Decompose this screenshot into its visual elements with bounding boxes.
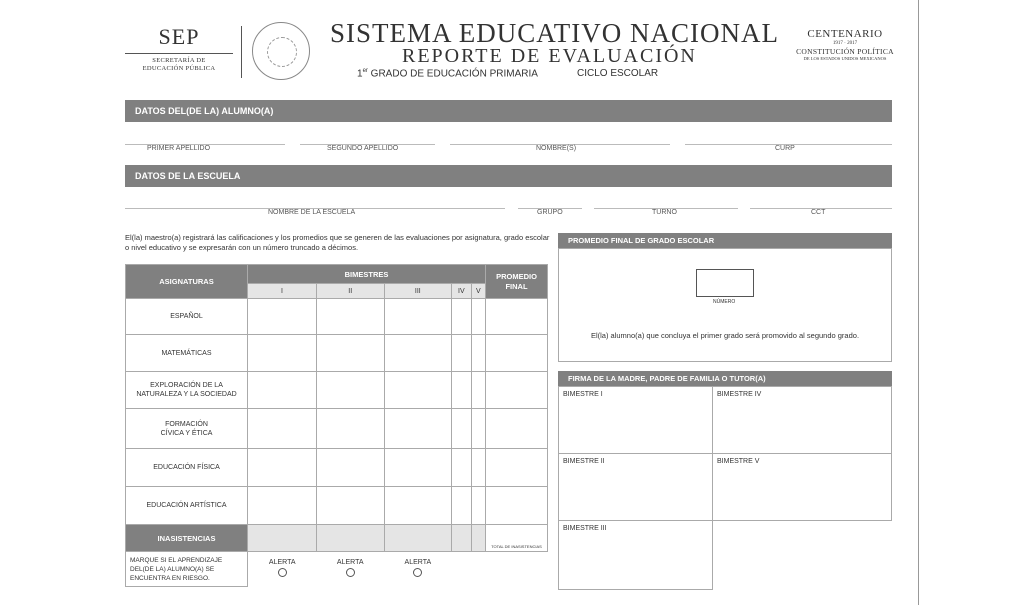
national-seal-icon <box>252 22 310 80</box>
subject-educacion-fisica: EDUCACIÓN FÍSICA <box>126 449 248 487</box>
subject-exploracion: EXPLORACIÓN DE LA NATURALEZA Y LA SOCIEDAD <box>126 372 248 409</box>
inasistencias-cell[interactable] <box>384 525 452 552</box>
nombre-label: NOMBRE(S) <box>536 145 577 152</box>
promedio-section-header: PROMEDIO FINAL DE GRADO ESCOLAR <box>558 233 892 248</box>
grade-cell[interactable] <box>452 299 471 335</box>
grupo-label: GRUPO <box>537 209 563 216</box>
alerta-label: ALERTA <box>268 559 296 567</box>
grade-cell[interactable] <box>248 335 317 372</box>
centenario-text: CENTENARIO <box>807 28 883 40</box>
grade-cell[interactable] <box>452 372 471 409</box>
promedio-cell[interactable] <box>486 299 548 335</box>
bimestre-col-3: III <box>384 284 452 299</box>
centenario-logo <box>795 28 895 61</box>
grade-cell[interactable] <box>384 335 452 372</box>
firma-bimestre-1[interactable]: BIMESTRE I <box>558 386 713 454</box>
promedio-cell[interactable] <box>486 487 548 525</box>
promocion-text: El(la) alumno(a) que concluya el primer grado será promovido al segundo grado. <box>590 331 860 340</box>
sep-sub-1: SECRETARÍA DE <box>152 57 206 64</box>
alerta-cell-1 <box>248 552 317 587</box>
grades-table <box>125 264 548 587</box>
promedio-panel <box>558 248 892 362</box>
inasistencias-cell[interactable] <box>452 525 471 552</box>
curp-label: CURP <box>775 145 795 152</box>
alerta-radio-2[interactable] <box>346 568 355 577</box>
bimestre-col-1: I <box>248 284 317 299</box>
numero-label: NÚMERO <box>713 299 736 305</box>
grade-cell[interactable] <box>316 409 384 449</box>
table-row <box>126 335 548 372</box>
bimestre-col-5: V <box>471 284 485 299</box>
table-row <box>126 372 548 409</box>
alerta-label: ALERTA <box>404 559 432 567</box>
promedio-cell[interactable] <box>486 372 548 409</box>
page-edge <box>918 0 919 605</box>
grade-cell[interactable] <box>248 449 317 487</box>
grade-cell[interactable] <box>471 299 485 335</box>
grade-cell[interactable] <box>471 335 485 372</box>
sep-logo-text: SEP <box>125 24 233 54</box>
sep-logo <box>125 24 233 73</box>
subject-matematicas: MATEMÁTICAS <box>126 335 248 372</box>
turno-label: TURNO <box>652 209 677 216</box>
alerta-row <box>126 552 548 587</box>
grade-cell[interactable] <box>384 449 452 487</box>
grade-cell[interactable] <box>452 487 471 525</box>
grade-cell[interactable] <box>452 449 471 487</box>
escuela-section-header: DATOS DE LA ESCUELA <box>125 165 892 187</box>
segundo-apellido-label: SEGUNDO APELLIDO <box>327 145 399 152</box>
centenario-years: 1917 · 2017 <box>832 41 858 46</box>
document-subtitle: REPORTE DE EVALUACIÓN <box>402 45 697 67</box>
grade-cell[interactable] <box>316 372 384 409</box>
grade-cell[interactable] <box>471 372 485 409</box>
grade-cell[interactable] <box>248 409 317 449</box>
inasistencias-cell[interactable] <box>316 525 384 552</box>
promedio-cell[interactable] <box>486 449 548 487</box>
inasistencias-label: INASISTENCIAS <box>126 525 248 552</box>
grade-cell[interactable] <box>384 299 452 335</box>
constitucion-text: CONSTITUCIÓN POLÍTICA <box>796 47 894 56</box>
table-row <box>126 487 548 525</box>
primer-apellido-label: PRIMER APELLIDO <box>147 145 211 152</box>
asignaturas-header: ASIGNATURAS <box>126 265 248 299</box>
firma-bimestre-5[interactable]: BIMESTRE V <box>712 453 892 521</box>
table-row <box>126 409 548 449</box>
grado-sup: er <box>362 68 368 74</box>
promedio-header-line2: FINAL <box>505 281 528 291</box>
subject-formacion: FORMACIÓN CÍVICA Y ÉTICA <box>126 409 248 449</box>
grado-num: 1 <box>357 68 363 80</box>
promedio-cell[interactable] <box>486 409 548 449</box>
grade-cell[interactable] <box>248 372 317 409</box>
ciclo-label: CICLO ESCOLAR <box>577 68 659 79</box>
marque-text: MARQUE SI EL APRENDIZAJE DEL(DE LA) ALUMNO(A) SE ENCUENTRA EN RIESGO. <box>126 552 248 587</box>
grade-cell[interactable] <box>384 409 452 449</box>
bimestre-col-2: II <box>316 284 384 299</box>
alerta-cell-2 <box>316 552 384 587</box>
intro-text: El(la) maestro(a) registrará las calificaciones y los promedios que se generen de las evaluaciones por asignatura, grado escolar o nivel educativo y se expresarán con un número truncado a décimos. <box>125 233 550 252</box>
sep-sub-2: EDUCACIÓN PÚBLICA <box>142 65 216 72</box>
alumno-section-header: DATOS DEL(DE LA) ALUMNO(A) <box>125 100 892 122</box>
grade-cell[interactable] <box>248 299 317 335</box>
grade-cell[interactable] <box>316 299 384 335</box>
grade-cell[interactable] <box>452 335 471 372</box>
cct-label: CCT <box>811 209 826 216</box>
total-inasistencias-cell[interactable]: TOTAL DE INASISTENCIAS <box>486 525 548 552</box>
promedio-number-box[interactable] <box>696 269 754 297</box>
grado-label <box>357 68 538 79</box>
logo-divider <box>241 26 242 78</box>
inasistencias-cell[interactable] <box>471 525 485 552</box>
constitucion-sub: DE LOS ESTADOS UNIDOS MEXICANOS <box>803 56 887 61</box>
grado-rest: GRADO DE EDUCACIÓN PRIMARIA <box>367 68 538 80</box>
grade-cell[interactable] <box>471 409 485 449</box>
promedio-cell[interactable] <box>486 335 548 372</box>
table-row <box>126 449 548 487</box>
alerta-radio-1[interactable] <box>278 568 287 577</box>
firma-bimestre-3[interactable]: BIMESTRE III <box>558 520 713 590</box>
grade-cell[interactable] <box>316 335 384 372</box>
document-title: SISTEMA EDUCATIVO NACIONAL <box>330 18 779 48</box>
bimestres-header: BIMESTRES <box>248 265 486 284</box>
subject-espanol: ESPAÑOL <box>126 299 248 335</box>
subject-educacion-artistica: EDUCACIÓN ARTÍSTICA <box>126 487 248 525</box>
firma-bimestre-4[interactable]: BIMESTRE IV <box>712 386 892 454</box>
grade-cell[interactable] <box>316 487 384 525</box>
inasistencias-cell[interactable] <box>248 525 317 552</box>
inasistencias-row <box>126 525 548 552</box>
alerta-cell-3 <box>384 552 452 587</box>
grade-cell[interactable] <box>248 487 317 525</box>
grade-cell[interactable] <box>316 449 384 487</box>
grade-cell[interactable] <box>452 409 471 449</box>
grade-cell[interactable] <box>471 487 485 525</box>
table-row <box>126 299 548 335</box>
grade-cell[interactable] <box>471 449 485 487</box>
alerta-label: ALERTA <box>336 559 364 567</box>
grade-cell[interactable] <box>384 487 452 525</box>
firma-bimestre-2[interactable]: BIMESTRE II <box>558 453 713 521</box>
nombre-escuela-label: NOMBRE DE LA ESCUELA <box>268 209 356 216</box>
alerta-radio-3[interactable] <box>413 568 422 577</box>
promedio-header-line1: PROMEDIO <box>496 271 537 281</box>
firma-section-header: FIRMA DE LA MADRE, PADRE DE FAMILIA O TUTOR(A) <box>558 371 892 386</box>
bimestre-col-4: IV <box>452 284 471 299</box>
promedio-final-header <box>486 265 548 299</box>
grade-cell[interactable] <box>384 372 452 409</box>
